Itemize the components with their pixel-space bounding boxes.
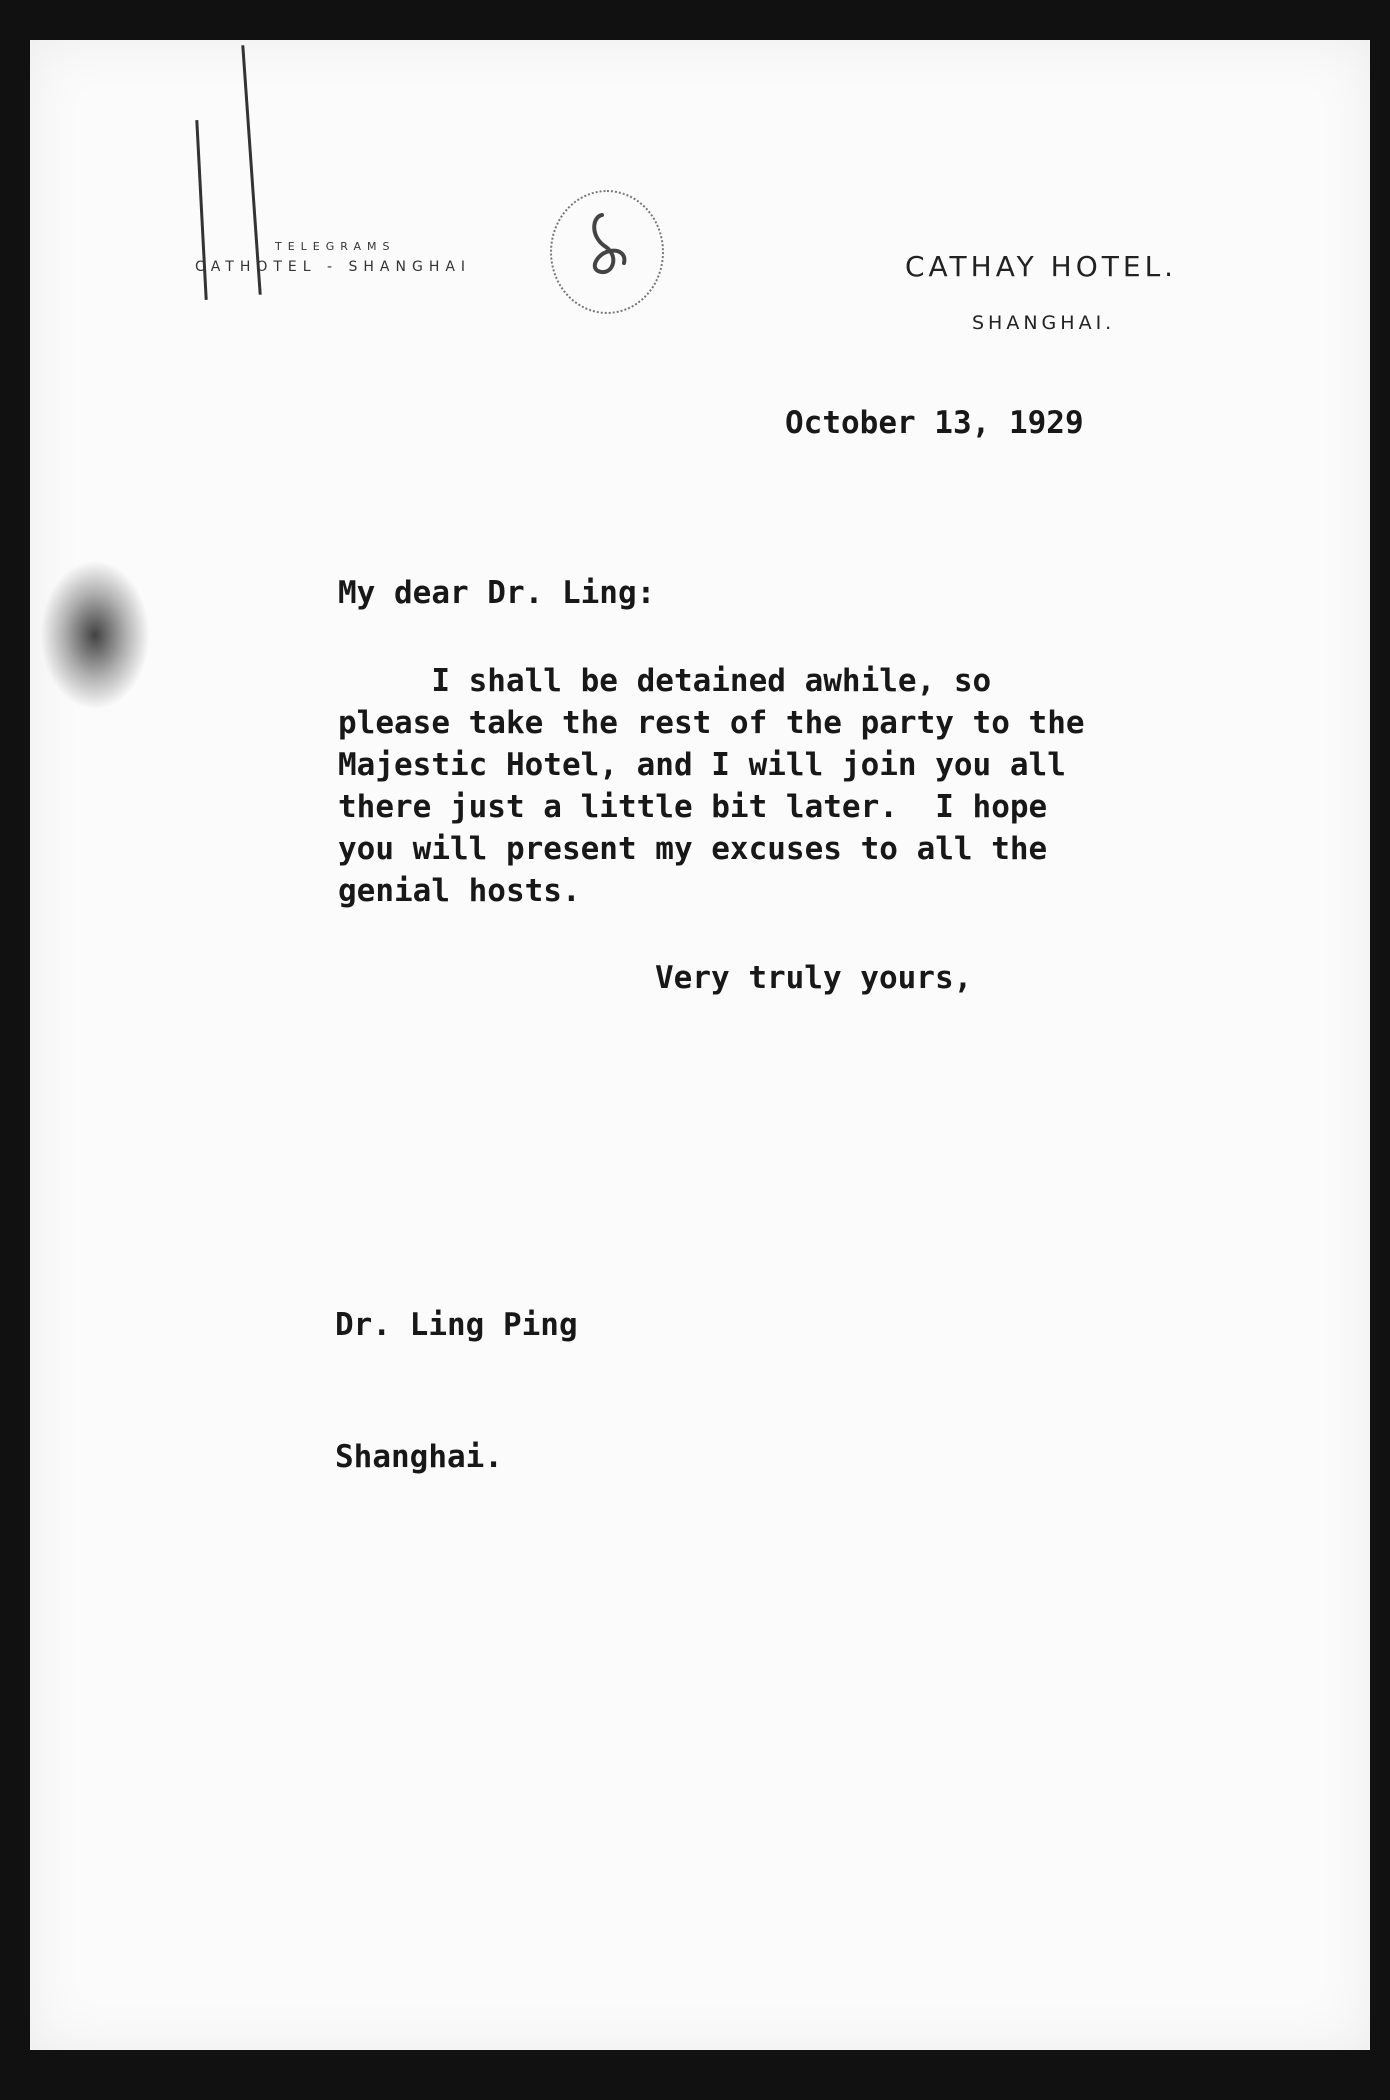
salutation: My dear Dr. Ling: (338, 575, 656, 611)
body-line: I shall be detained awhile, so (338, 663, 992, 699)
recipient-name: Dr. Ling Ping (335, 1307, 578, 1343)
hotel-name: CATHAY HOTEL. (905, 250, 1178, 283)
closing: Very truly yours, (655, 960, 973, 996)
body-line: genial hosts. (338, 873, 581, 909)
recipient-block (335, 1215, 578, 1567)
telegrams-address: CATHOTEL - SHANGHAI (195, 259, 472, 275)
telegrams-block (195, 240, 471, 275)
body-line: you will present my excuses to all the (338, 831, 1048, 867)
letter-body (338, 660, 1218, 912)
body-line: there just a little bit later. I hope (338, 789, 1048, 825)
recipient-city: Shanghai. (335, 1439, 503, 1475)
stamp-glyph-icon (572, 207, 642, 287)
hotel-city: SHANGHAI. (972, 312, 1116, 334)
letter-date: October 13, 1929 (785, 405, 1084, 441)
telegrams-label: TELEGRAMS (275, 240, 396, 253)
circular-stamp-icon (550, 190, 664, 314)
body-line: please take the rest of the party to the (338, 705, 1085, 741)
ink-smudge (40, 560, 150, 710)
letter-page (30, 40, 1370, 2050)
body-line: Majestic Hotel, and I will join you all (338, 747, 1066, 783)
